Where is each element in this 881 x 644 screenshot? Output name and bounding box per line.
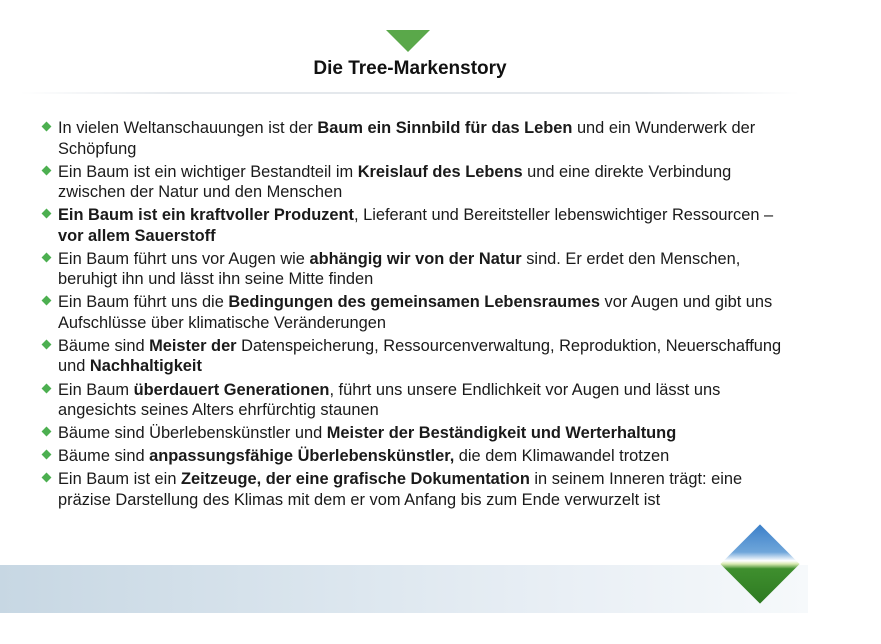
bullet-item — [42, 162, 792, 203]
diamond-bullet-icon — [42, 473, 52, 483]
bullet-text-bold: Ein Baum ist ein kraftvoller Produzent — [58, 206, 354, 225]
diamond-bullet-icon — [42, 209, 52, 219]
bullet-text-bold: Bedingungen des gemeinsamen Lebensraumes — [228, 293, 600, 312]
diamond-bullet-icon — [42, 252, 52, 262]
bullet-text-bold: abhängig wir von der Natur — [309, 249, 522, 268]
page-title: Die Tree-Markenstory — [313, 58, 507, 79]
bullet-text-bold: anpassungsfähige Überlebenskünstler, — [149, 447, 455, 466]
bullet-item — [42, 336, 792, 377]
bullet-text: Ein Baum ist ein wichtiger Bestandteil im — [58, 162, 358, 181]
bullet-text-bold: vor allem Sauerstoff — [58, 226, 216, 245]
diamond-bullet-icon — [42, 450, 52, 460]
bullet-item — [42, 446, 792, 467]
bullet-text: , führt uns unsere Endlichkeit vor Augen und lässt uns angesichts seines Alters ehrfürchtig staunen — [58, 380, 721, 420]
bullet-text-bold: Zeitzeuge, der eine grafische Dokumentation — [181, 470, 530, 489]
bullet-list — [42, 118, 792, 513]
diamond-bullet-icon — [42, 296, 52, 306]
bullet-text: Bäume sind — [58, 447, 150, 466]
sky-and-meadow-diamond-icon — [720, 524, 799, 603]
diamond-bullet-icon — [42, 427, 52, 437]
title-divider — [20, 92, 800, 94]
bullet-item — [42, 469, 792, 510]
diamond-bullet-icon — [42, 122, 52, 132]
bullet-text: , Lieferant und Bereitsteller lebenswichtiger Ressourcen – — [354, 206, 774, 225]
bullet-text-bold: Meister der — [149, 336, 237, 355]
bullet-text: Ein Baum — [58, 380, 134, 399]
diamond-bullet-icon — [42, 165, 52, 175]
bullet-text: und eine direkte Verbindung zwischen der Natur und den Menschen — [58, 162, 732, 202]
bullet-text-bold: Meister der Beständigkeit und Werterhaltung — [326, 424, 677, 443]
bullet-text-bold: Kreislauf des Lebens — [357, 162, 523, 181]
bullet-text: Ein Baum ist ein — [58, 470, 181, 489]
footer-band — [0, 565, 808, 613]
bullet-item — [42, 423, 792, 444]
bullet-text: vor Augen und gibt uns Aufschlüsse über klimatische Veränderungen — [58, 293, 773, 332]
bullet-text: die dem Klimawandel trotzen — [454, 447, 670, 466]
bullet-text: Ein Baum führt uns vor Augen wie — [58, 249, 310, 268]
bullet-text: Bäume sind — [58, 336, 150, 355]
bullet-text: Bäume sind Überlebenskünstler und — [58, 424, 327, 443]
bullet-text-bold: Baum ein Sinnbild für das Leben — [317, 119, 573, 137]
bullet-text: Datenspeicherung, Ressourcenverwaltung, Reproduktion, Neuerschaffung und — [58, 336, 782, 376]
bullet-text: sind. Er erdet den Menschen, beruhigt ihn und lässt ihn seine Mitte finden — [58, 249, 741, 289]
bullet-item — [42, 249, 792, 290]
bullet-item — [42, 118, 792, 159]
bullet-item — [42, 380, 792, 421]
bullet-text: Ein Baum führt uns die — [58, 293, 229, 312]
bullet-text-bold: überdauert Generationen — [133, 380, 330, 399]
bullet-text-bold: Nachhaltigkeit — [89, 357, 202, 376]
brand-logo — [721, 525, 801, 605]
diamond-bullet-icon — [42, 340, 52, 350]
bullet-text: in seinem Inneren trägt: eine präzise Darstellung des Klimas mit dem er vom Anfang bis zum Ende verwurzelt ist — [58, 470, 743, 509]
bullet-text: und ein Wunderwerk der Schöpfung — [58, 119, 756, 158]
bullet-text: In vielen Weltanschauungen ist der — [58, 119, 318, 137]
diamond-bullet-icon — [42, 383, 52, 393]
triangle-marker-icon — [386, 30, 430, 52]
bullet-item — [42, 205, 792, 246]
bullet-item — [42, 292, 792, 333]
